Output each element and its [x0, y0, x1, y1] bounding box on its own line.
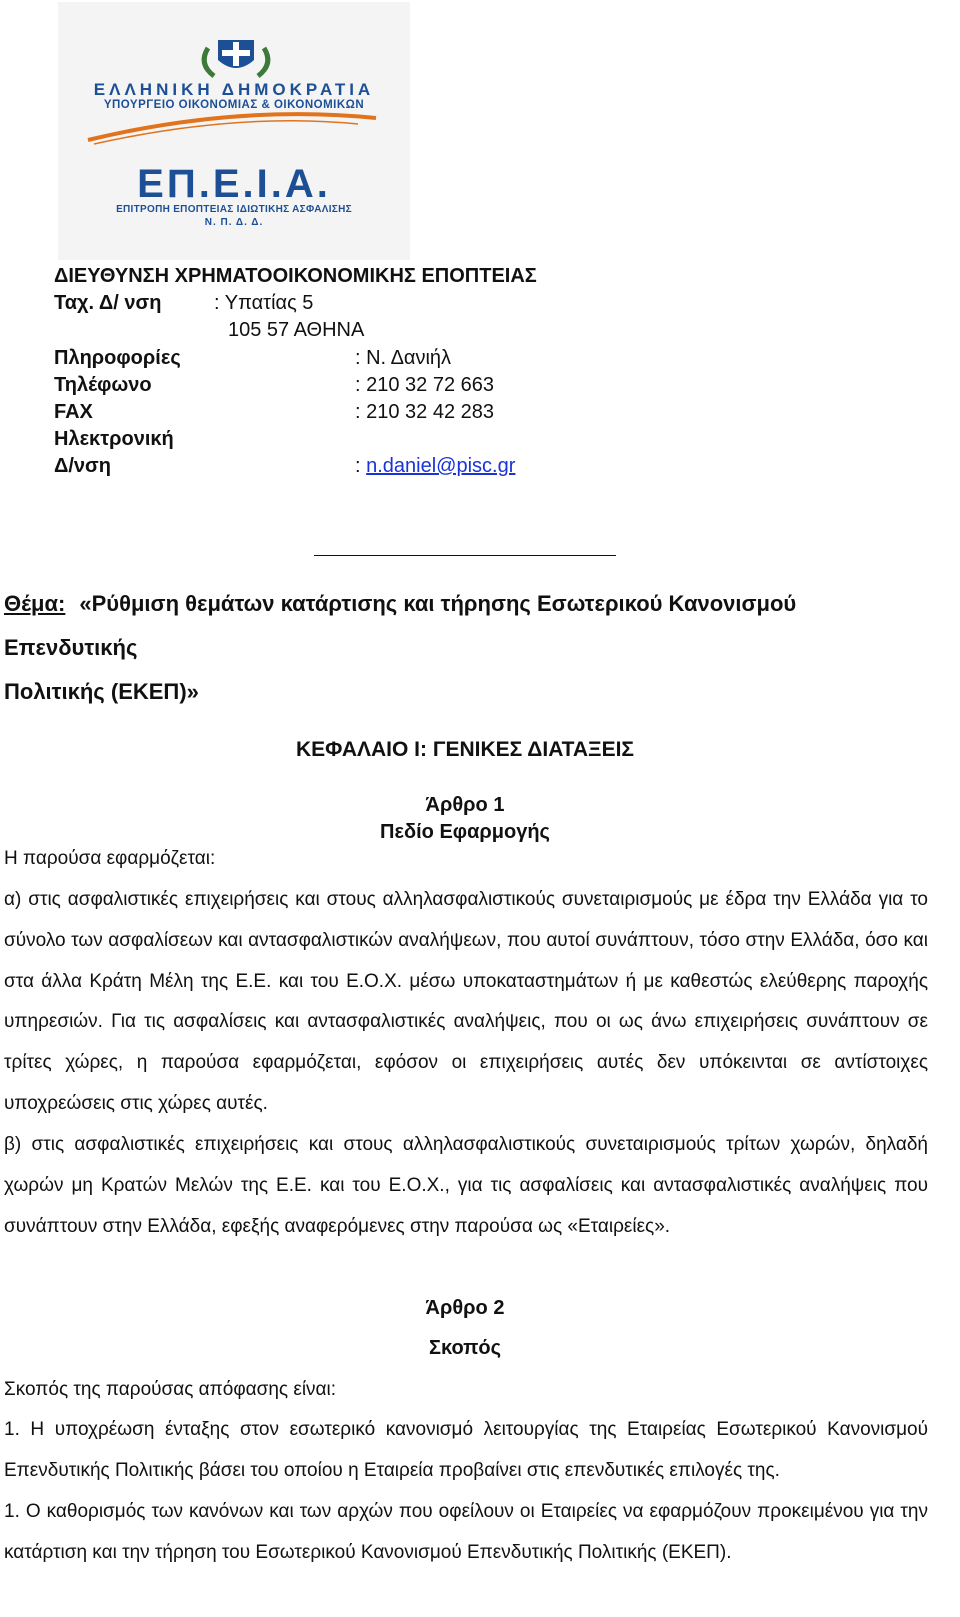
info-value: : Ν. Δανιήλ — [355, 347, 452, 369]
department-heading: ΔΙΕΥΘΥΝΣΗ ΧΡΗΜΑΤΟΟΙΚΟΝΟΜΙΚΗΣ ΕΠΟΠΤΕΙΑΣ — [54, 265, 537, 287]
chapter-heading — [0, 738, 930, 762]
logo-legal-form-text: Ν. Π. Δ. Δ. — [204, 217, 264, 228]
subject-line-1: «Ρύθμιση θεμάτων κατάρτισης και τήρησης Εσωτερικού Κανονισμού Επενδυτικής — [4, 591, 797, 660]
logo-republic-text: ΕΛΛΗΝΙΚΗ ΔΗΜΟΚΡΑΤΙΑ — [93, 80, 375, 99]
fax-value: : 210 32 42 283 — [355, 401, 495, 423]
subject-line-2: Πολιτικής (ΕΚΕΠ)» — [4, 679, 199, 704]
article2-item-2: 1. Ο καθορισμός των κανόνων και των αρχών που οφείλουν οι Εταιρείες να εφαρμόζουν προκειμένου για την κατάρτιση και την τήρηση του Εσωτερικού Κανονισμού Επενδυτικής Πολιτικής (ΕΚΕΠ). — [4, 1501, 928, 1563]
organization-logo — [58, 2, 410, 260]
postal-label: Ταχ. Δ/ νση — [54, 292, 162, 314]
logo-acronym: ΕΠ.Ε.Ι.Α. — [137, 162, 331, 206]
email-field — [355, 455, 515, 478]
divider — [314, 555, 616, 556]
logo-committee-text: ΕΠΙΤΡΟΠΗ ΕΠΟΠΤΕΙΑΣ ΙΔΙΩΤΙΚΗΣ ΑΣΦΑΛΙΣΗΣ — [116, 204, 352, 215]
chapter-title: ΚΕΦΑΛΑΙΟ Ι: ΓΕΝΙΚΕΣ ΔΙΑΤΑΞΕΙΣ — [295, 738, 635, 761]
phone-value: : 210 32 72 663 — [355, 374, 495, 396]
info-label: Πληροφορίες — [54, 347, 181, 369]
article1-title: Πεδίο Εφαρμογής — [380, 821, 550, 843]
article2-item-1: 1. Η υποχρέωση ένταξης στον εσωτερικό κανονισμό λειτουργίας της Εταιρείας Εσωτερικού Κανονισμού Επενδυτικής Πολιτικής βάσει του οποίου η Εταιρεία προβαίνει στις επενδυτικές επιλογές της. — [4, 1419, 928, 1481]
email-link[interactable]: n.daniel@pisc.gr — [366, 455, 516, 477]
article1-intro: Η παρούσα εφαρμόζεται: — [4, 848, 216, 869]
article1-number: Άρθρο 1 — [425, 794, 505, 816]
fax-label: FAX — [54, 401, 93, 423]
article1-paragraph-b: β) στις ασφαλιστικές επιχειρήσεις και στους αλληλασφαλιστικούς συνεταιρισμούς τρίτων χωρών, δηλαδή χωρών μη Κρατών Μελών της Ε.Ε. και του Ε.Ο.Χ., για τις ασφαλίσεις και αντασφαλιστικές αναλήψεις που συνάπτουν στην Ελλάδα, εφεξής αναφερόμενες στην παρούσα ως «Εταιρείες». — [4, 1134, 928, 1237]
postal-value: : Υπατίας 5 — [214, 292, 314, 314]
phone-label: Τηλέφωνο — [54, 374, 152, 396]
article1-paragraph-a: α) στις ασφαλιστικές επιχειρήσεις και στους αλληλασφαλιστικούς συνεταιρισμούς με έδρα την Ελλάδα για το σύνολο των ασφαλίσεων και αντασφαλιστικών αναλήψεων, που αυτοί συνάπτουν, τόσο στην Ελλάδα, όσο και στα άλλα Κράτη Μέλη της Ε.Ε. και του Ε.Ο.Χ. μέσω υποκαταστημάτων ή με καθεστώς ελεύθερης παροχής υπηρεσιών. Για τις ασφαλίσεις και αντασφαλιστικές αναλήψεις, που οι ως άνω επιχειρήσεις συνάπτουν σε τρίτες χώρες, η παρούσα εφαρμόζεται, εφόσον οι επιχειρήσεις αυτές δεν υπόκεινται σε αντίστοιχες υποχρεώσεις στις χώρες αυτές. — [4, 889, 928, 1114]
subject-block — [4, 582, 934, 714]
article2-number: Άρθρο 2 — [425, 1297, 505, 1319]
email-prefix: : — [355, 455, 367, 477]
article2-title: Σκοπός — [428, 1337, 502, 1359]
postal-city: 105 57 ΑΘΗΝΑ — [228, 319, 365, 341]
logo-ministry-text: ΥΠΟΥΡΓΕΙΟ ΟΙΚΟΝΟΜΙΑΣ & ΟΙΚΟΝΟΜΙΚΩΝ — [103, 99, 365, 111]
article2-intro: Σκοπός της παρούσας απόφασης είναι: — [4, 1379, 337, 1400]
email-label: Ηλεκτρονική — [54, 428, 174, 450]
email-label-cont: Δ/νση — [54, 455, 111, 477]
subject-label: Θέμα: — [4, 591, 66, 616]
